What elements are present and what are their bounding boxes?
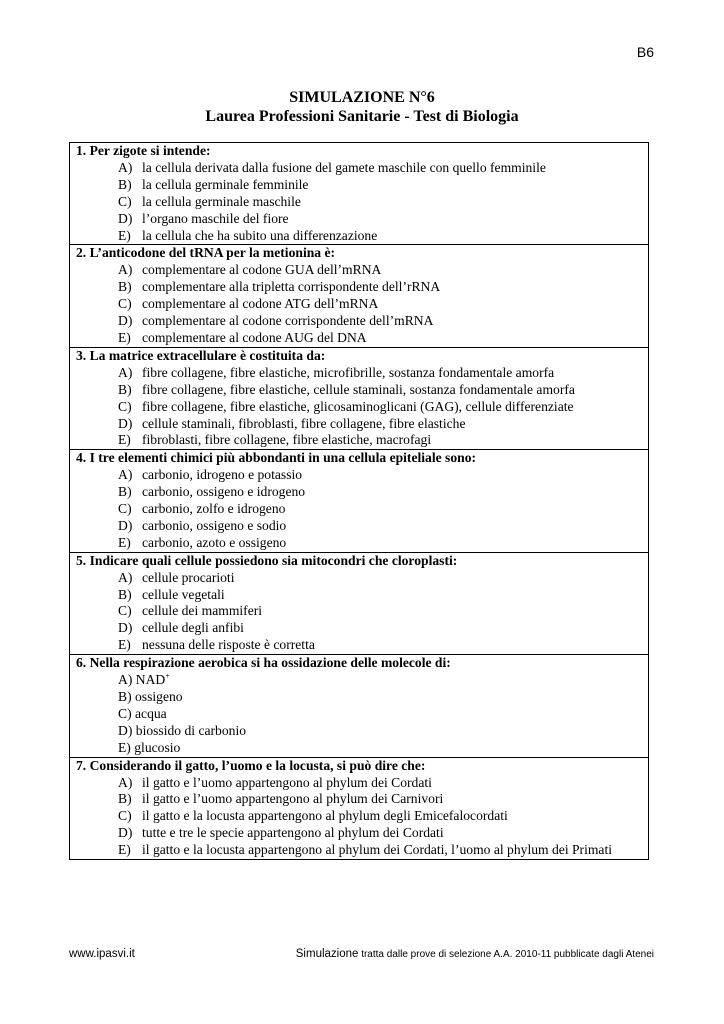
question-text: 6. Nella respirazione aerobica si ha ossidazione delle molecole di: bbox=[76, 655, 451, 671]
option-text: tutte e tre le specie appartengono al phylum dei Cordati bbox=[142, 825, 444, 841]
option-text: la cellula che ha subito una differenzazione bbox=[142, 227, 378, 243]
question-cell bbox=[70, 245, 649, 347]
answer-option bbox=[76, 620, 642, 637]
question-cell bbox=[70, 757, 649, 859]
option-text: acqua bbox=[135, 705, 167, 721]
option-text: glucosio bbox=[134, 739, 181, 755]
answer-option bbox=[76, 672, 642, 689]
option-text: complementare al codone AUG del DNA bbox=[142, 329, 367, 345]
option-letter: B) bbox=[118, 484, 132, 500]
question-cell bbox=[70, 347, 649, 449]
answer-option bbox=[76, 211, 642, 228]
option-text: carbonio, ossigeno e idrogeno bbox=[142, 484, 306, 500]
page-title: SIMULAZIONE N°6 bbox=[289, 89, 435, 106]
option-text: cellule staminali, fibroblasti, fibre collagene, fibre elastiche bbox=[142, 415, 466, 431]
page-subtitle: Laurea Professioni Sanitarie - Test di Biologia bbox=[205, 108, 519, 125]
option-text: la cellula derivata dalla fusione del gamete maschile con quello femminile bbox=[142, 159, 546, 175]
question-row bbox=[70, 143, 649, 245]
option-letter: B) bbox=[118, 279, 132, 295]
option-text: la cellula germinale femminile bbox=[142, 176, 309, 192]
option-text: l’organo maschile del fiore bbox=[142, 210, 289, 226]
answer-option bbox=[76, 160, 642, 177]
option-letter: E) bbox=[118, 842, 131, 858]
question-text: 5. Indicare quali cellule possiedono sia mitocondri che cloroplasti: bbox=[76, 552, 458, 568]
option-letter: E) bbox=[118, 637, 131, 653]
answer-option bbox=[76, 177, 642, 194]
option-letter: A) bbox=[118, 159, 133, 175]
option-letter: D) bbox=[118, 825, 133, 841]
option-letter: E) bbox=[118, 329, 131, 345]
option-text: carbonio, idrogeno e potassio bbox=[142, 467, 303, 483]
footer-note bbox=[296, 948, 654, 960]
option-letter: A) bbox=[118, 364, 133, 380]
option-text: cellule procarioti bbox=[142, 569, 235, 585]
question-text: 2. L’anticodone del tRNA per la metionina è: bbox=[76, 245, 336, 261]
option-text: fibre collagene, fibre elastiche, microfibrille, sostanza fondamentale amorfa bbox=[142, 364, 555, 380]
answer-option bbox=[76, 740, 642, 757]
option-text: fibre collagene, fibre elastiche, cellule staminali, sostanza fondamentale amorfa bbox=[142, 381, 575, 397]
option-letter: E) bbox=[118, 432, 131, 448]
question-row bbox=[70, 245, 649, 347]
footer-website: www.ipasvi.it bbox=[69, 948, 135, 960]
option-text: biossido di carbonio bbox=[135, 722, 247, 738]
question-cell bbox=[70, 552, 649, 654]
option-text: NAD bbox=[135, 672, 166, 688]
option-letter: D) bbox=[118, 313, 133, 329]
option-letter: C) bbox=[118, 398, 132, 414]
option-letter: A) bbox=[118, 262, 133, 278]
answer-option bbox=[76, 842, 642, 859]
option-text: carbonio, zolfo e idrogeno bbox=[142, 501, 286, 517]
answer-option bbox=[76, 330, 642, 347]
option-letter: C) bbox=[118, 603, 132, 619]
answer-option bbox=[76, 825, 642, 842]
option-text: complementare al codone GUA dell’mRNA bbox=[142, 262, 382, 278]
answer-option bbox=[76, 791, 642, 808]
answer-option bbox=[76, 723, 642, 740]
answer-option bbox=[76, 228, 642, 245]
question-text: 7. Considerando il gatto, l’uomo e la locusta, si può dire che: bbox=[76, 757, 426, 773]
option-letter: E) bbox=[118, 534, 131, 550]
option-letter: A) bbox=[118, 569, 133, 585]
question-text: 4. I tre elementi chimici più abbondanti in una cellula epiteliale sono: bbox=[76, 450, 477, 466]
option-letter: B) bbox=[118, 176, 132, 192]
option-letter: D) bbox=[118, 210, 133, 226]
option-text: cellule vegetali bbox=[142, 586, 225, 602]
question-cell bbox=[70, 655, 649, 757]
option-letter: C) bbox=[118, 193, 132, 209]
option-text: la cellula germinale maschile bbox=[142, 193, 301, 209]
answer-option bbox=[76, 775, 642, 792]
footer-note-lead: Simulazione bbox=[295, 948, 359, 960]
question-row bbox=[70, 655, 649, 757]
answer-option bbox=[76, 279, 642, 296]
answer-option bbox=[76, 416, 642, 433]
option-text: il gatto e l’uomo appartengono al phylum dei Carnivori bbox=[142, 791, 444, 807]
answer-option bbox=[76, 518, 642, 535]
answer-option bbox=[76, 365, 642, 382]
option-superscript: + bbox=[165, 671, 170, 681]
option-letter: B) bbox=[118, 689, 132, 704]
answer-option bbox=[76, 603, 642, 620]
option-text: carbonio, azoto e ossigeno bbox=[142, 534, 287, 550]
answer-option bbox=[76, 399, 642, 416]
question-row bbox=[70, 757, 649, 859]
question-row bbox=[70, 347, 649, 449]
answer-option bbox=[76, 808, 642, 825]
question-cell bbox=[70, 143, 649, 245]
option-letter: C) bbox=[118, 705, 132, 721]
option-letter: B) bbox=[118, 791, 132, 807]
footer-note-text: tratta dalle prove di selezione A.A. 2010-11 pubblicate dagli Atenei bbox=[358, 949, 654, 960]
option-text: nessuna delle risposte è corretta bbox=[142, 637, 315, 653]
question-row bbox=[70, 552, 649, 654]
option-letter: E) bbox=[118, 739, 131, 755]
option-letter: A) bbox=[118, 774, 133, 790]
option-letter: B) bbox=[118, 586, 132, 602]
answer-option bbox=[76, 194, 642, 211]
option-letter: D) bbox=[118, 415, 133, 431]
question-row bbox=[70, 450, 649, 552]
option-text: cellule degli anfibi bbox=[142, 620, 244, 636]
answer-option bbox=[76, 535, 642, 552]
answer-option bbox=[76, 313, 642, 330]
option-text: il gatto e l’uomo appartengono al phylum dei Cordati bbox=[142, 774, 432, 790]
option-text: fibre collagene, fibre elastiche, glicosaminoglicani (GAG), cellule differenziate bbox=[142, 398, 574, 414]
answer-option bbox=[76, 262, 642, 279]
answer-option bbox=[76, 689, 642, 706]
option-text: ossigeno bbox=[135, 689, 183, 704]
question-text: 1. Per zigote si intende: bbox=[76, 143, 211, 158]
answer-option bbox=[76, 296, 642, 313]
answer-option bbox=[76, 467, 642, 484]
answer-option bbox=[76, 484, 642, 501]
option-text: complementare al codone corrispondente dell’mRNA bbox=[142, 313, 434, 329]
option-letter: D) bbox=[118, 722, 133, 738]
answer-option bbox=[76, 587, 642, 604]
option-text: il gatto e la locusta appartengono al phylum dei Cordati, l’uomo al phylum dei Primati bbox=[142, 842, 613, 858]
questions-table bbox=[69, 142, 649, 860]
option-text: carbonio, ossigeno e sodio bbox=[142, 517, 287, 533]
option-letter: D) bbox=[118, 620, 133, 636]
option-letter: C) bbox=[118, 296, 132, 312]
option-letter: A) bbox=[118, 467, 133, 483]
option-text: cellule dei mammiferi bbox=[142, 603, 263, 619]
question-text: 3. La matrice extracellulare è costituita da: bbox=[76, 347, 326, 363]
answer-option bbox=[76, 501, 642, 518]
option-text: il gatto e la locusta appartengono al phylum degli Emicefalocordati bbox=[142, 808, 508, 824]
answer-option bbox=[76, 570, 642, 587]
option-letter: A) bbox=[118, 672, 133, 688]
option-letter: E) bbox=[118, 227, 131, 243]
option-letter: C) bbox=[118, 501, 132, 517]
answer-option bbox=[76, 432, 642, 449]
option-letter: B) bbox=[118, 381, 132, 397]
answer-option bbox=[76, 382, 642, 399]
option-text: complementare alla tripletta corrispondente dell’rRNA bbox=[142, 279, 441, 295]
page-code: B6 bbox=[636, 44, 654, 60]
answer-option bbox=[76, 637, 642, 654]
option-text: fibroblasti, fibre collagene, fibre elastiche, macrofagi bbox=[142, 432, 432, 448]
option-text: complementare al codone ATG dell’mRNA bbox=[142, 296, 379, 312]
question-cell bbox=[70, 450, 649, 552]
answer-option bbox=[76, 706, 642, 723]
option-letter: C) bbox=[118, 808, 132, 824]
option-letter: D) bbox=[118, 517, 133, 533]
